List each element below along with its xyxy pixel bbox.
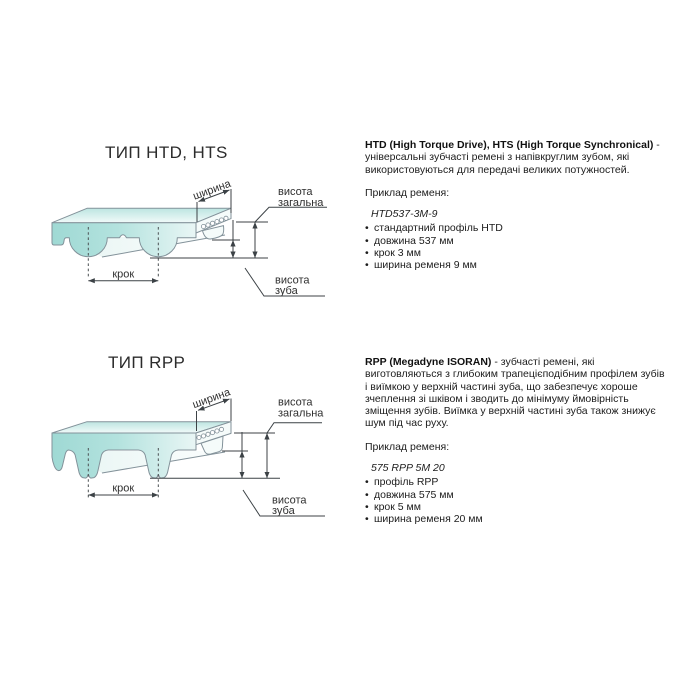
- list-item: [365, 235, 668, 247]
- rpp-paragraph: [365, 356, 668, 430]
- width-label: ширина: [191, 177, 233, 203]
- total-height-label-1: висота: [278, 396, 313, 409]
- htd-belt-diagram: [35, 170, 335, 305]
- bullet-text: довжина 575 мм: [374, 488, 454, 501]
- rpp-description: [365, 356, 668, 526]
- list-item: [365, 476, 668, 488]
- tooth-height-label-1: висота: [272, 494, 307, 507]
- rpp-heading-bold: RPP (Megadyne ISORAN): [365, 356, 492, 368]
- total-height-label-2: загальна: [278, 407, 324, 420]
- bullet-text: ширина ременя 20 мм: [374, 513, 483, 526]
- rpp-belt-diagram: [35, 380, 335, 522]
- htd-bullet-list: [365, 222, 668, 271]
- bullet-icon: •: [365, 247, 369, 260]
- rpp-example-label: Приклад ременя:: [365, 440, 450, 453]
- tooth-height-label-2: зуба: [275, 285, 298, 297]
- list-item: [365, 222, 668, 234]
- list-item: [365, 259, 668, 271]
- pitch-label: крок: [112, 482, 135, 495]
- htd-heading-rest: - універсальні зубчасті ремені з напівкруглим зубом, які використовуються для передачі великих потужностей.: [365, 139, 660, 176]
- width-label: ширина: [190, 386, 233, 412]
- bullet-icon: •: [365, 234, 369, 247]
- bullet-text: крок 5 мм: [374, 500, 421, 513]
- htd-heading-bold: HTD (High Torque Drive), HTS (High Torque Synchronical): [365, 139, 654, 151]
- pitch-label: крок: [112, 268, 135, 281]
- bullet-text: довжина 537 мм: [374, 234, 454, 247]
- rpp-heading-rest: - зубчасті ремені, які виготовляються з глибоким трапецієподібним профілем зубів і виїмкою у верхній частині зуба, що забезпечує хороше зчеплення зі шківом і зводить до мінімуму ймовірність зміщення зубів. Виїмка у верхній частині зуба також знижує шум під час руху.: [365, 356, 665, 430]
- bullet-text: ширина ременя 9 мм: [374, 259, 477, 272]
- list-item: [365, 489, 668, 501]
- bullet-icon: •: [365, 488, 369, 501]
- total-height-label-1: висота: [278, 186, 313, 198]
- bullet-icon: •: [365, 500, 369, 513]
- list-item: [365, 513, 668, 525]
- tooth-height-label-2: зуба: [272, 505, 295, 517]
- bullet-icon: •: [365, 259, 369, 272]
- bullet-icon: •: [365, 476, 369, 489]
- rpp-bullet-list: [365, 476, 668, 525]
- htd-example-label: Приклад ременя:: [365, 186, 450, 199]
- rpp-example-code: 575 RPP 5M 20: [371, 462, 445, 475]
- list-item: [365, 247, 668, 259]
- htd-paragraph: [365, 139, 668, 176]
- bullet-text: профіль RPP: [374, 476, 439, 489]
- section-title-rpp: ТИП RPP: [108, 353, 186, 372]
- bullet-icon: •: [365, 513, 369, 526]
- tooth-height-label-1: висота: [275, 274, 310, 287]
- total-height-label-2: загальна: [278, 196, 324, 209]
- list-item: [365, 501, 668, 513]
- section-title-htd: ТИП HTD, HTS: [105, 143, 228, 162]
- bullet-icon: •: [365, 222, 369, 235]
- htd-example-code: HTD537-3M-9: [371, 208, 438, 221]
- bullet-text: крок 3 мм: [374, 247, 421, 260]
- htd-description: [365, 139, 668, 272]
- bullet-text: стандартний профіль HTD: [374, 222, 503, 235]
